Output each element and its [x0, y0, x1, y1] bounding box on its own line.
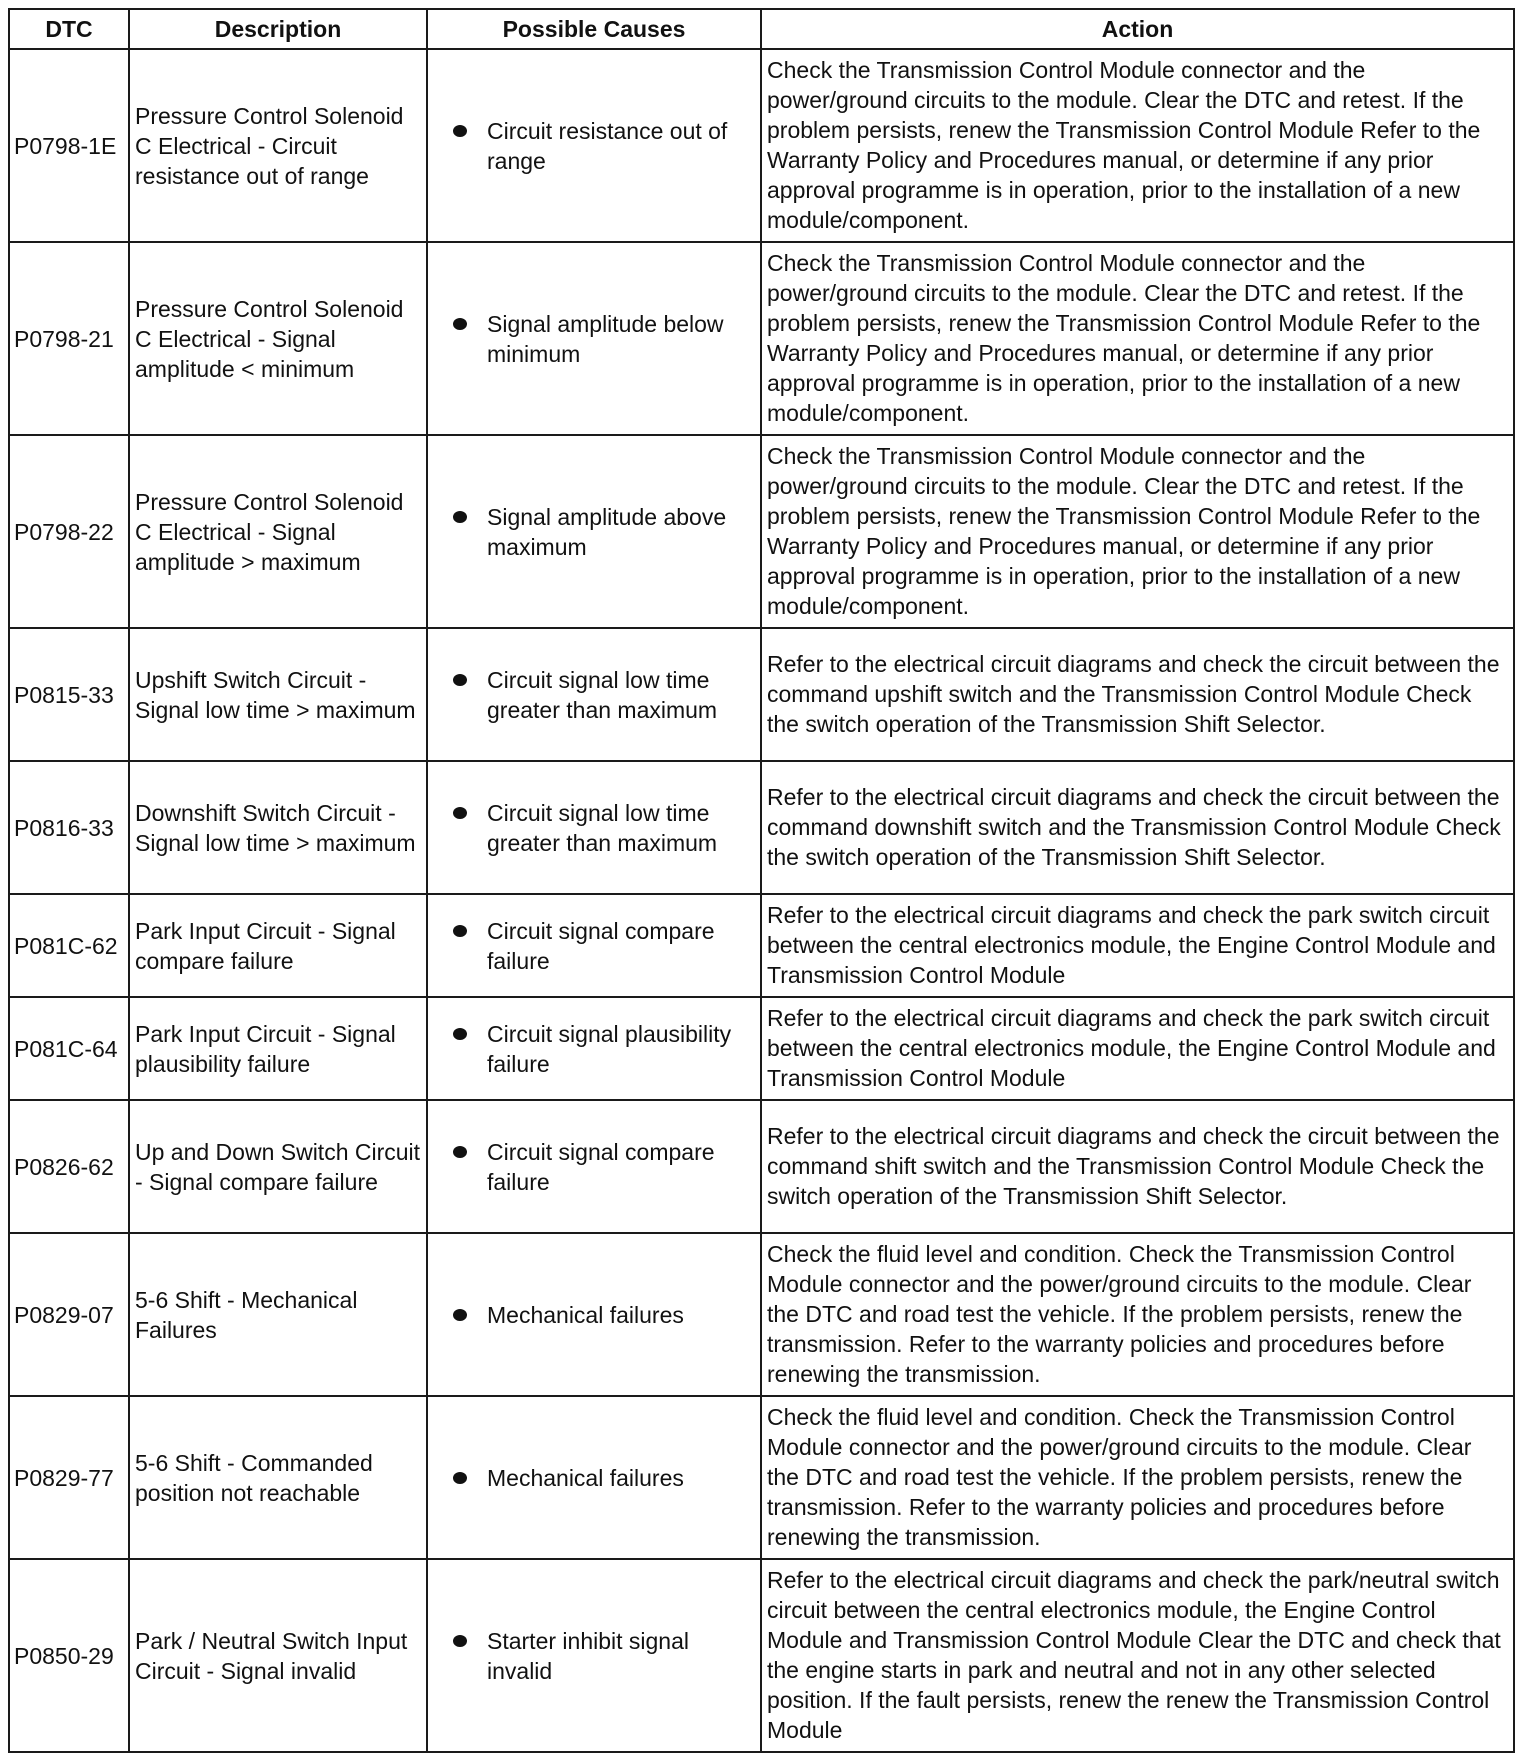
dtc-code: P0850-29 [9, 1559, 129, 1752]
dtc-code: P0826-62 [9, 1100, 129, 1233]
dtc-table [8, 8, 1515, 1753]
bullet-icon [453, 318, 467, 330]
bullet-icon [453, 925, 467, 937]
cause-text: Circuit signal compare failure [487, 1138, 715, 1195]
bullet-icon [453, 1146, 467, 1158]
cause-cell [427, 761, 761, 894]
action-cell: Check the fluid level and condition. Check the Transmission Control Module connector and the power/ground circuits to the module. Clear the DTC and road test the vehicle. If the problem persists, renew the transmission. Refer to the warranty policies and procedures before renewing the transmission. [761, 1396, 1514, 1559]
cause-cell [427, 1233, 761, 1396]
cause-cell [427, 242, 761, 435]
description-cell: 5-6 Shift - Commanded position not reachable [129, 1396, 427, 1559]
action-cell: Refer to the electrical circuit diagrams and check the park switch circuit between the central electronics module, the Engine Control Module and Transmission Control Module [761, 894, 1514, 997]
table-row [9, 761, 1514, 894]
cause-text: Starter inhibit signal invalid [487, 1627, 689, 1684]
action-cell: Check the fluid level and condition. Check the Transmission Control Module connector and the power/ground circuits to the module. Clear the DTC and road test the vehicle. If the problem persists, renew the transmission. Refer to the warranty policies and procedures before renewing the transmission. [761, 1233, 1514, 1396]
description-cell: Upshift Switch Circuit - Signal low time > maximum [129, 628, 427, 761]
description-cell: Pressure Control Solenoid C Electrical - Circuit resistance out of range [129, 49, 427, 242]
cause-text: Circuit signal plausibility failure [487, 1020, 732, 1077]
header-action: Action [761, 9, 1514, 49]
dtc-code: P0816-33 [9, 761, 129, 894]
bullet-icon [453, 807, 467, 819]
description-cell: Up and Down Switch Circuit - Signal compare failure [129, 1100, 427, 1233]
cause-text: Signal amplitude below minimum [487, 310, 724, 367]
header-row [9, 9, 1514, 49]
document-page [8, 8, 1513, 1753]
cause-text: Circuit signal compare failure [487, 917, 715, 974]
description-cell: Pressure Control Solenoid C Electrical - Signal amplitude > maximum [129, 435, 427, 628]
cause-cell [427, 1396, 761, 1559]
bullet-icon [453, 674, 467, 686]
cause-text: Circuit signal low time greater than maximum [487, 666, 718, 723]
bullet-icon [453, 1635, 467, 1647]
action-cell: Refer to the electrical circuit diagrams and check the park switch circuit between the central electronics module, the Engine Control Module and Transmission Control Module [761, 997, 1514, 1100]
dtc-code: P081C-62 [9, 894, 129, 997]
bullet-icon [453, 1028, 467, 1040]
cause-cell [427, 997, 761, 1100]
bullet-icon [453, 1309, 467, 1321]
description-cell: Park Input Circuit - Signal plausibility failure [129, 997, 427, 1100]
header-dtc: DTC [9, 9, 129, 49]
table-row [9, 435, 1514, 628]
action-cell: Check the Transmission Control Module connector and the power/ground circuits to the module. Clear the DTC and retest. If the problem persists, renew the Transmission Control Module Refer to the Warranty Policy and Procedures manual, or determine if any prior approval programme is in operation, prior to the installation of a new module/component. [761, 242, 1514, 435]
table-row [9, 894, 1514, 997]
dtc-code: P0798-22 [9, 435, 129, 628]
header-description: Description [129, 9, 427, 49]
action-cell: Check the Transmission Control Module connector and the power/ground circuits to the module. Clear the DTC and retest. If the problem persists, renew the Transmission Control Module Refer to the Warranty Policy and Procedures manual, or determine if any prior approval programme is in operation, prior to the installation of a new module/component. [761, 49, 1514, 242]
cause-text: Circuit resistance out of range [487, 117, 728, 174]
cause-cell [427, 894, 761, 997]
cause-cell [427, 628, 761, 761]
action-cell: Refer to the electrical circuit diagrams and check the circuit between the command shift switch and the Transmission Control Module Check the switch operation of the Transmission Shift Selector. [761, 1100, 1514, 1233]
bullet-icon [453, 125, 467, 137]
cause-cell [427, 1100, 761, 1233]
bullet-icon [453, 511, 467, 523]
action-cell: Refer to the electrical circuit diagrams and check the circuit between the command upshift switch and the Transmission Control Module Check the switch operation of the Transmission Shift Selector. [761, 628, 1514, 761]
description-cell: Pressure Control Solenoid C Electrical - Signal amplitude < minimum [129, 242, 427, 435]
dtc-code: P0815-33 [9, 628, 129, 761]
dtc-code: P0829-07 [9, 1233, 129, 1396]
dtc-code: P0798-1E [9, 49, 129, 242]
action-cell: Refer to the electrical circuit diagrams and check the circuit between the command downshift switch and the Transmission Control Module Check the switch operation of the Transmission Shift Selector. [761, 761, 1514, 894]
dtc-code: P081C-64 [9, 997, 129, 1100]
table-row [9, 997, 1514, 1100]
cause-cell [427, 435, 761, 628]
description-cell: Downshift Switch Circuit - Signal low time > maximum [129, 761, 427, 894]
table-row [9, 628, 1514, 761]
dtc-code: P0829-77 [9, 1396, 129, 1559]
header-possible-causes: Possible Causes [427, 9, 761, 49]
dtc-code: P0798-21 [9, 242, 129, 435]
cause-text: Mechanical failures [487, 1301, 684, 1328]
action-cell: Refer to the electrical circuit diagrams and check the park/neutral switch circuit between the central electronics module, the Engine Control Module and Transmission Control Module Clear the DTC and check that the engine starts in park and neutral and not in any other selected position. If the fault persists, renew the renew the Transmission Control Module [761, 1559, 1514, 1752]
cause-text: Signal amplitude above maximum [487, 503, 727, 560]
description-cell: 5-6 Shift - Mechanical Failures [129, 1233, 427, 1396]
cause-text: Circuit signal low time greater than maximum [487, 799, 718, 856]
cause-cell [427, 49, 761, 242]
table-row [9, 1396, 1514, 1559]
description-cell: Park Input Circuit - Signal compare failure [129, 894, 427, 997]
table-row [9, 1100, 1514, 1233]
table-row [9, 242, 1514, 435]
table-row [9, 1233, 1514, 1396]
cause-cell [427, 1559, 761, 1752]
cause-text: Mechanical failures [487, 1464, 684, 1491]
bullet-icon [453, 1472, 467, 1484]
action-cell: Check the Transmission Control Module connector and the power/ground circuits to the module. Clear the DTC and retest. If the problem persists, renew the Transmission Control Module Refer to the Warranty Policy and Procedures manual, or determine if any prior approval programme is in operation, prior to the installation of a new module/component. [761, 435, 1514, 628]
table-row [9, 1559, 1514, 1752]
description-cell: Park / Neutral Switch Input Circuit - Signal invalid [129, 1559, 427, 1752]
table-row [9, 49, 1514, 242]
